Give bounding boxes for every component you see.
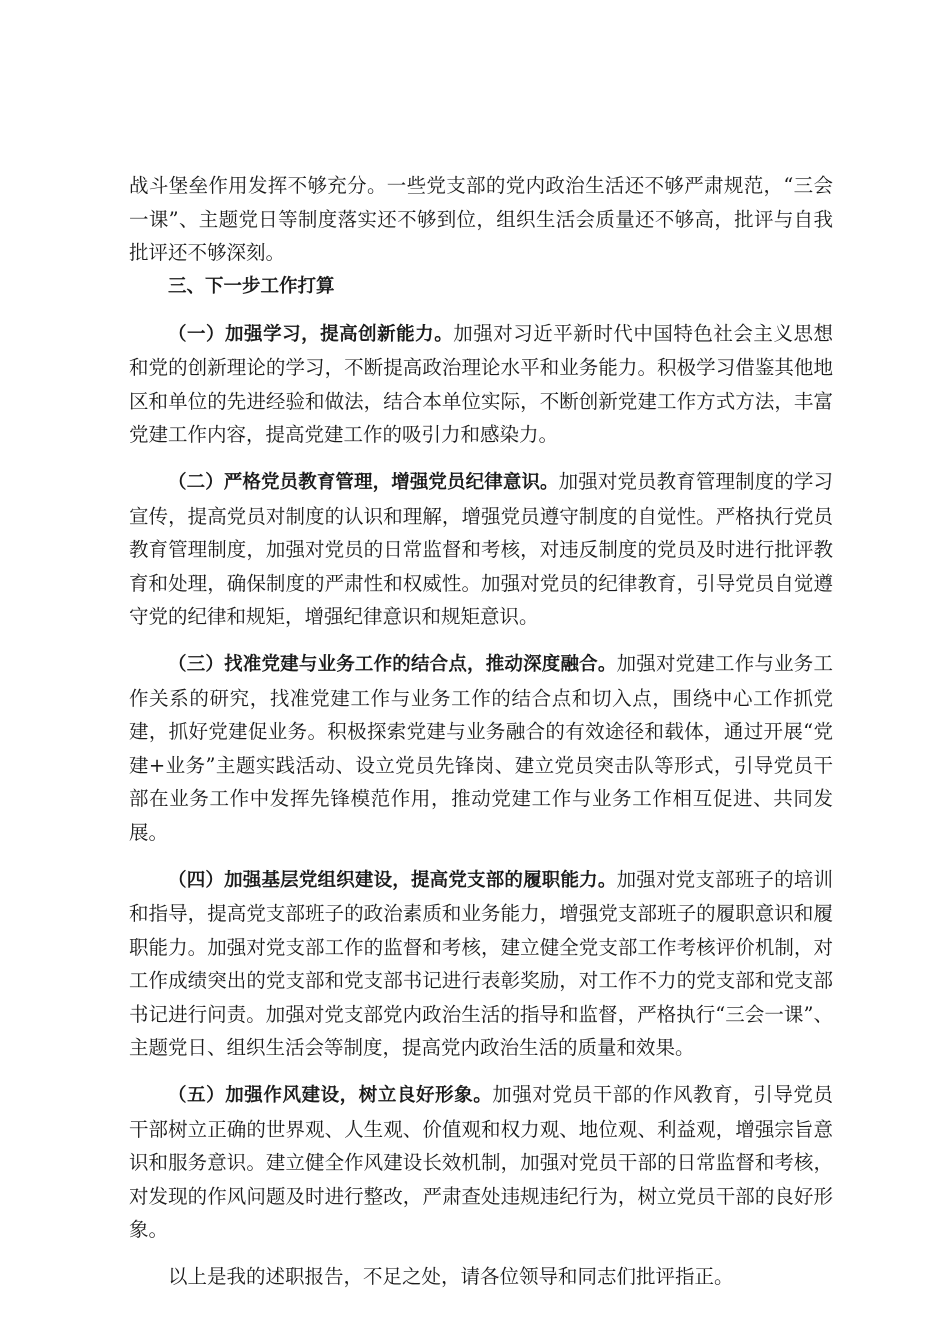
- plan-item-1-body: 加强对习近平新时代中国特色社会主义思想和党的创新理论的学习，不断提高政治理论水平和业务能力。积极学习借鉴其他地区和单位的先进经验和做法，结合本单位实际，不断创新党建工作方式方法，丰富党建工作内容，提高党建工作的吸引力和感染力。: [129, 321, 833, 446]
- section-heading: 三、下一步工作打算: [168, 275, 335, 297]
- plan-item-3-body: 加强对党建工作与业务工作关系的研究，找准党建工作与业务工作的结合点和切入点，围绕中心工作抓党建，抓好党建促业务。积极探索党建与业务融合的有效途径和载体，通过开展“党建+业务”主题实践活动、设立党员先锋岗、建立党员突击队等形式，引导党员干部在业务工作中发挥先锋模范作用，推动党建工作与业务工作相互促进、共同发展。: [129, 652, 833, 844]
- plan-item-2: [129, 465, 833, 634]
- intro-paragraph: 战斗堡垒作用发挥不够充分。一些党支部的党内政治生活还不够严肃规范，“三会一课”、主题党日等制度落实还不够到位，组织生活会质量还不够高，批评与自我批评还不够深刻。: [129, 174, 833, 264]
- document-page: [129, 169, 833, 1294]
- plan-item-5-body: 加强对党员干部的作风教育，引导党员干部树立正确的世界观、人生观、价值观和权力观、地位观、利益观，增强宗旨意识和服务意识。建立健全作风建设长效机制，加强对党员干部的日常监督和考核，对发现的作风问题及时进行整改，严肃查处违规违纪行为，树立党员干部的良好形象。: [129, 1083, 833, 1241]
- plan-item-1-lead: （一）加强学习，提高创新能力。: [168, 323, 454, 345]
- plan-item-4-lead: （四）加强基层党组织建设，提高党支部的履职能力。: [168, 869, 617, 891]
- closing-paragraph: 以上是我的述职报告，不足之处，请各位领导和同志们批评指正。: [168, 1265, 734, 1288]
- plan-item-3: [129, 647, 833, 849]
- plan-item-2-lead: （二）严格党员教育管理，增强党员纪律意识。: [168, 472, 559, 493]
- plan-item-5-lead: （五）加强作风建设，树立良好形象。: [168, 1085, 493, 1106]
- plan-item-2-body: 加强对党员教育管理制度的学习宣传，提高党员对制度的认识和理解，增强党员遵守制度的自觉性。严格执行党员教育管理制度，加强对党员的日常监督和考核，对违反制度的党员及时进行批评教育和处理，确保制度的严肃性和权威性。加强对党员的纪律教育，引导党员自觉遵守党的纪律和规矩，增强纪律意识和规矩意识。: [129, 470, 833, 628]
- plan-item-4-body: 加强对党支部班子的培训和指导，提高党支部班子的政治素质和业务能力，增强党支部班子的履职意识和履职能力。加强对党支部工作的监督和考核，建立健全党支部工作考核评价机制，对工作成绩突出的党支部和党支部书记进行表彰奖励，对工作不力的党支部和党支部书记进行问责。加强对党支部党内政治生活的指导和监督，严格执行“三会一课”、主题党日、组织生活会等制度，提高党内政治生活的质量和效果。: [129, 867, 833, 1059]
- plan-item-3-lead: （三）找准党建与业务工作的结合点，推动深度融合。: [168, 654, 617, 675]
- plan-item-5: [129, 1078, 833, 1247]
- plan-item-4: [129, 863, 833, 1065]
- plan-item-1: [129, 317, 833, 452]
